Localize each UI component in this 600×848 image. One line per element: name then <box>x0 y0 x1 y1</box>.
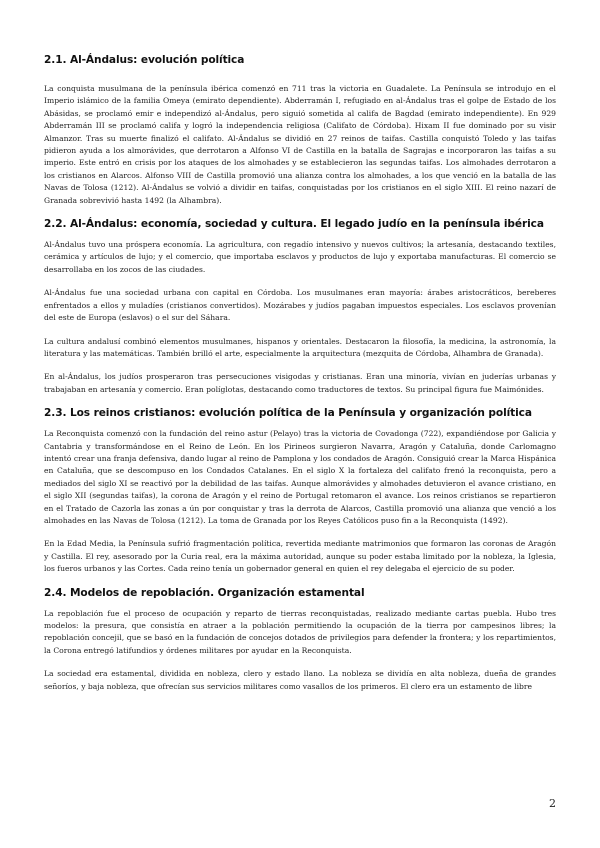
paragraph: La cultura andalusí combinó elementos musulmanes, hispanos y orientales. Destacaron la filosofía, la medicina, la astronomía, la literatura y las matemáticas. También brilló el arte, especialmente la arquitectura (mezquita de Córdoba, Alhambra de Granada). <box>44 336 556 358</box>
paragraph: Al-Ándalus tuvo una próspera economía. La agricultura, con regadío intensivo y nuevos cultivos; la artesanía, destacando textiles, cerámica y artículos de lujo; y el comercio, que importaba esclavos y productos de lujo y exportaba manufacturas. El comercio se desarrollaba en los zocos de las ciudades. <box>44 240 556 274</box>
paragraph: La Reconquista comenzó con la fundación del reino astur (Pelayo) tras la victoria de Covadonga (722), expandiéndose por Galicia y Cantabria y transformándose en el Reino de León. En los Pirineos surgieron Navarra, Aragón y Cataluña, donde Carlomagno intentó crear una franja defensiva, dando lugar al reino de Pamplona y los condados de Aragón. Consiguió crear la Marca Hispánica en Cataluña, que se descompuso en los Condados Catalanes. En el siglo X la fortaleza del califato frenó la reconquista, pero a mediados del siglo XI se reactivó por la debilidad de las taifas. Aunque almorávides y almohades detuvieron el avance cristiano, en el siglo XII (segundas taifas), la corona de Aragón y el reino de Portugal retomaron el avance. Los reinos cristianos se repartieron en el Tratado de Cazorla las zonas a ún por conquistar y tras la derrota de Alarcos, Castilla promovió una alianza que venció a los almohades en las Navas de Tolosa (1212). La toma de Granada por los Reyes Católicos puso fin a la Reconquista (1492). <box>44 429 556 525</box>
paragraph: La repoblación fue el proceso de ocupación y reparto de tierras reconquistadas, realizado mediante cartas puebla. Hubo tres modelos: la presura, que consistía en atraer a la población permitiendo la ocupación de la tierra por campesinos libres; la repoblación concejil, que se basó en la fundación de concejos dotados de privilegios para defender la frontera; y los repartimientos, la Corona entregó latifundios y órdenes militares por ayudar en la Reconquista. <box>44 608 556 655</box>
paragraph: La conquista musulmana de la península ibérica comenzó en 711 tras la victoria en Guadalete. La Península se introdujo en el Imperio islámico de la familia Omeya (emirato dependiente). Abderramán I, refugiado en al-Ándalus tras el golpe de Estado de los Abásidas, se proclamó emir e independizó al-Ándalus, pero siguió sometida al califa de Bagdad (emirato independiente). En 929 Abderramán III se proclamó califa y logró la independencia religiosa (Califato de Córdoba). Hixam II fue dominado por su visir Almanzor. Tras su muerte finalizó el califato. Al-Ándalus se dividió en 27 reinos de taifas. Castilla conquistó Toledo y las taifas pidieron ayuda a los almorávides, que derrotaron a Alfonso VI de Castilla en la batalla de Sagrajas e incorporaron las taifas a su imperio. Este entró en crisis por los ataques de los almohades y se establecieron las segundas taifas. Los almohades derrotaron a los cristianos en Alarcos. Alfonso VIII de Castilla promovió una alianza contra los almohades, a los que venció en la batalla de las Navas de Tolosa (1212). Al-Ándalus se volvió a dividir en taifas, conquistadas por los cristianos en el siglo XIII. El reino nazarí de Granada sobrevivió hasta 1492 (la Alhambra). <box>44 84 556 205</box>
section-heading: 2.3. Los reinos cristianos: evolución política de la Península y organización política <box>44 407 532 420</box>
paragraph: En al-Ándalus, los judíos prosperaron tras persecuciones visigodas y cristianas. Eran una minoría, vivían en juderías urbanas y trabajaban en artesanía y comercio. Eran políglotas, destacando como traductores de textos. Su principal figura fue Maimónides. <box>44 372 556 394</box>
paragraph: En la Edad Media, la Península sufrió fragmentación política, revertida mediante matrimonios que formaron las coronas de Aragón y Castilla. El rey, asesorado por la Curia real, era la máxima autoridad, aunque su poder estaba limitado por la nobleza, la Iglesia, los fueros urbanos y las Cortes. Cada reino tenía un gobernador general en quien el rey delegaba el ejercicio de su poder. <box>44 539 556 574</box>
paragraph: Al-Ándalus fue una sociedad urbana con capital en Córdoba. Los musulmanes eran mayoría: árabes aristocráticos, bereberes enfrentados a ellos y muladíes (cristianos convertidos). Mozárabes y judíos pagaban impuestos especiales. Los esclavos provenían del este de Europa (eslavos) o el sur del Sáhara. <box>44 288 556 323</box>
section-reinos-cristianos <box>44 407 556 575</box>
section-repoblacion <box>44 587 556 693</box>
page-number: 2 <box>549 797 556 810</box>
section-al-andalus-politica <box>44 54 556 207</box>
paragraph: La sociedad era estamental, dividida en nobleza, clero y estado llano. La nobleza se dividía en alta nobleza, dueña de grandes señoríos, y baja nobleza, que ofrecían sus servicios militares como vasallos de los primeros. El clero era un estamento de libre <box>44 669 556 691</box>
section-al-andalus-economia <box>44 218 556 396</box>
section-heading: 2.4. Modelos de repoblación. Organización estamental <box>44 586 365 599</box>
section-heading: 2.2. Al-Ándalus: economía, sociedad y cultura. El legado judío en la península ibérica <box>44 218 544 231</box>
section-heading: 2.1. Al-Ándalus: evolución política <box>44 54 245 66</box>
